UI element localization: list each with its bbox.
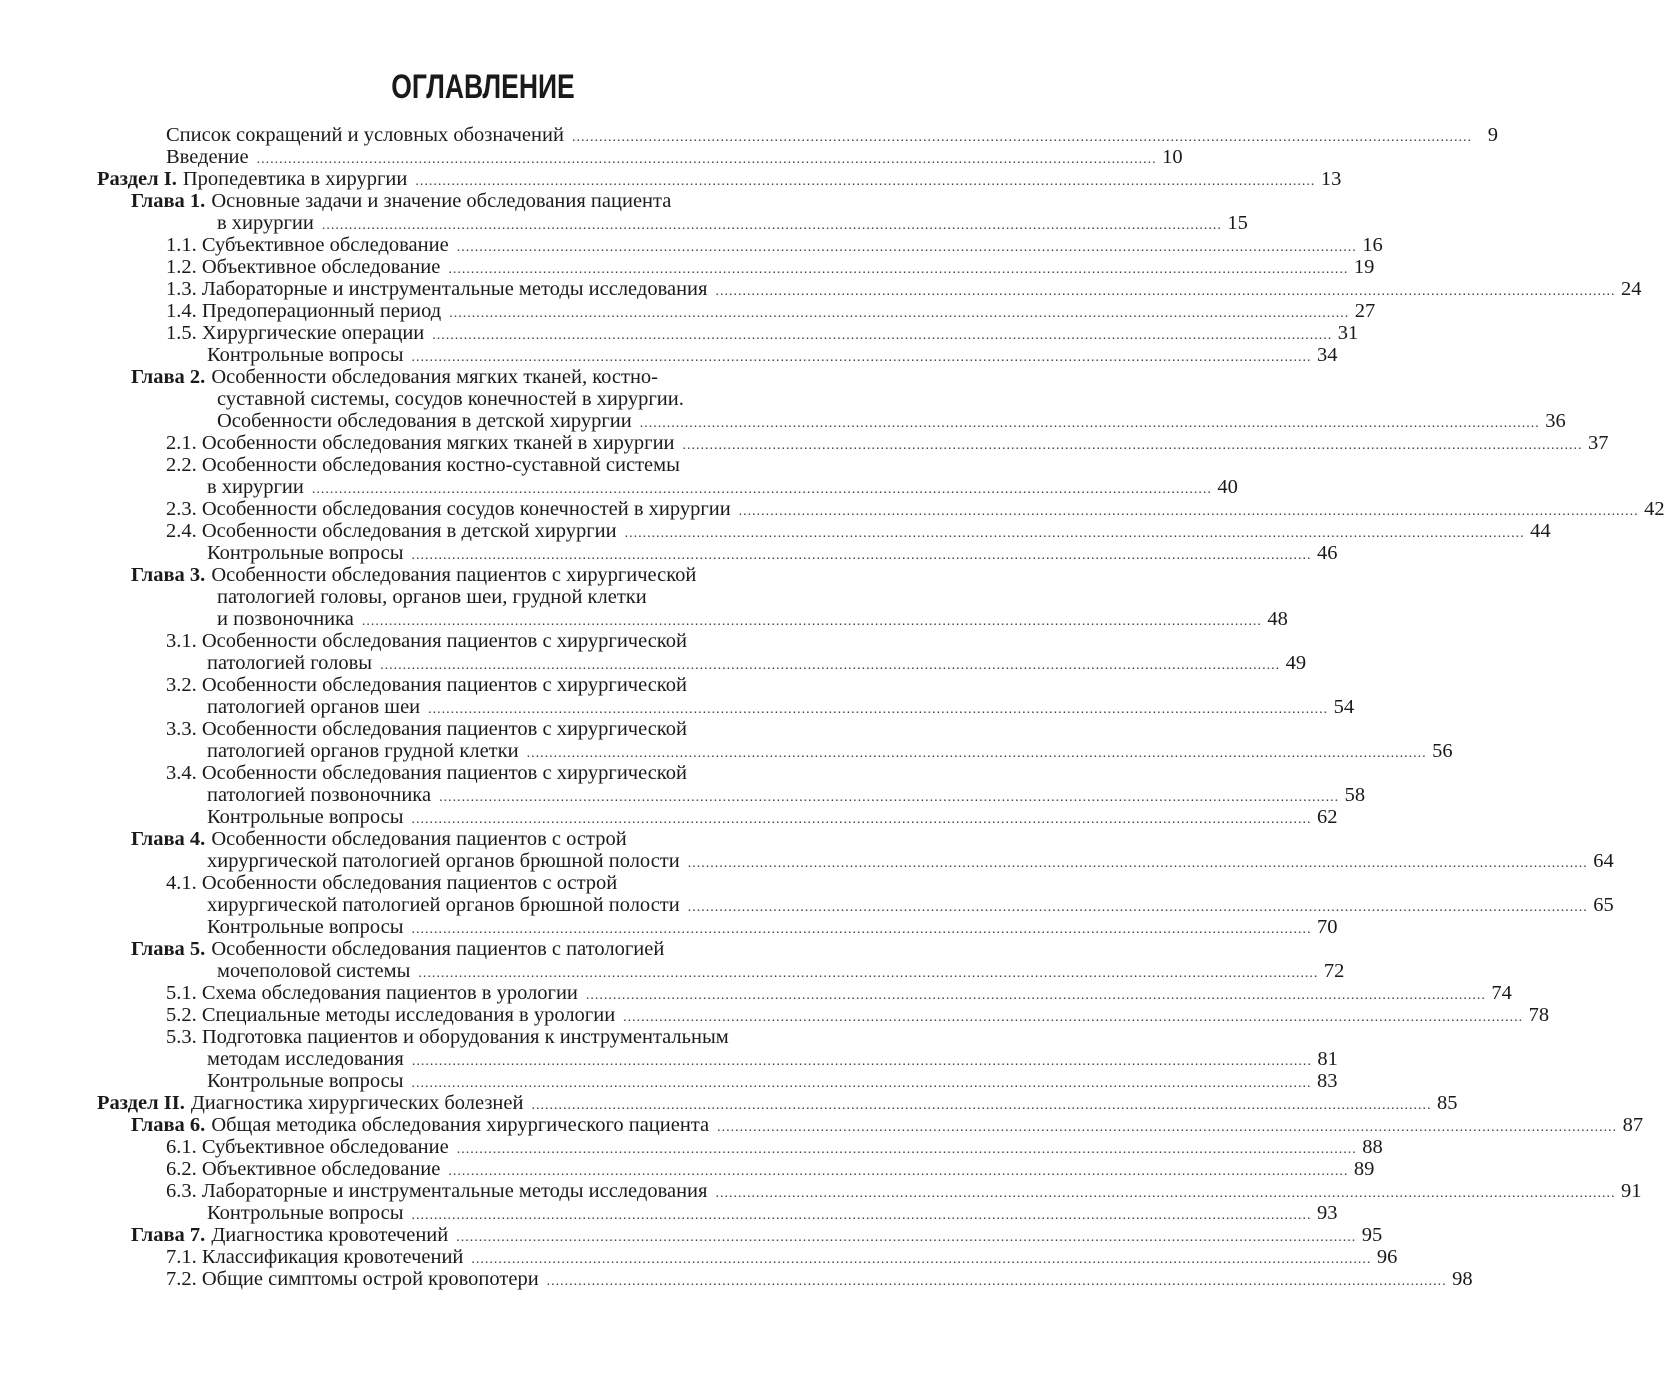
dot-leader: ........................................................................................................................................................................................................	[411, 1208, 1312, 1223]
dot-leader: ........................................................................................................................................................................................................	[571, 130, 1472, 145]
toc-entry-title: 7.1. Классификация кровотечений	[166, 1246, 464, 1268]
toc-entry	[131, 366, 868, 388]
dot-leader: ........................................................................................................................................................................................................	[411, 350, 1312, 365]
toc-entry	[166, 146, 1183, 168]
toc-entry-page: 15	[1227, 212, 1248, 234]
toc-entry-page: 88	[1362, 1136, 1383, 1158]
toc-entry-title: 2.2. Особенности обследования костно-суставной системы	[166, 454, 680, 476]
toc-entry-page: 40	[1217, 476, 1238, 498]
toc-entry	[166, 630, 868, 652]
toc-entry-title: Особенности обследования в детской хирургии	[217, 410, 632, 432]
toc-entry-page: 36	[1545, 410, 1566, 432]
toc-entry-title: в хирургии	[207, 476, 304, 498]
toc-entry-prefix: Раздел I.	[97, 168, 177, 190]
toc-entry	[207, 476, 1238, 498]
dot-leader: ........................................................................................................................................................................................................	[361, 614, 1262, 629]
toc-entry-page: 10	[1162, 146, 1183, 168]
toc-entry-title: хирургической патологией органов брюшной полости	[207, 894, 680, 916]
toc-entry-page: 89	[1353, 1158, 1375, 1180]
toc-entry-title: Общая методика обследования хирургического пациента	[211, 1114, 710, 1136]
toc-entry	[131, 190, 868, 212]
toc-entry-prefix: Глава 1.	[131, 190, 206, 212]
toc-entry-title: методам исследования	[207, 1048, 404, 1070]
toc-entry	[166, 454, 868, 476]
toc-entry-page: 72	[1323, 960, 1345, 982]
toc-entry	[217, 608, 1288, 630]
toc-entry-title: 7.2. Общие симптомы острой кровопотери	[166, 1268, 539, 1290]
toc-entry-prefix: Глава 3.	[131, 564, 206, 586]
toc-entry-page: 98	[1452, 1268, 1473, 1290]
toc-entry	[207, 740, 1453, 762]
toc-entry-page: 83	[1317, 1070, 1338, 1092]
dot-leader: ........................................................................................................................................................................................................	[256, 152, 1157, 167]
dot-leader: ........................................................................................................................................................................................................	[456, 1142, 1357, 1157]
toc-entry-title: 6.1. Субъективное обследование	[166, 1136, 449, 1158]
toc-entry	[166, 278, 1642, 300]
toc-entry	[166, 872, 868, 894]
dot-leader: ........................................................................................................................................................................................................	[717, 1120, 1618, 1135]
toc-entry	[166, 234, 1383, 256]
toc-entry-page: 42	[1644, 498, 1665, 520]
toc-entry	[166, 1246, 1398, 1268]
dot-leader: ........................................................................................................................................................................................................	[448, 1164, 1349, 1179]
toc-entry	[97, 168, 1342, 190]
dot-leader: ........................................................................................................................................................................................................	[715, 1186, 1616, 1201]
toc-entry-title: патологией позвоночника	[207, 784, 432, 806]
toc-entry-title: 1.5. Хирургические операции	[166, 322, 425, 344]
toc-entry	[166, 674, 868, 696]
toc-entry-page: 48	[1267, 608, 1288, 630]
dot-leader: ........................................................................................................................................................................................................	[526, 746, 1427, 761]
toc-entry-page: 54	[1333, 696, 1355, 718]
toc-entry	[207, 1048, 1338, 1070]
toc-entry	[166, 498, 1665, 520]
dot-leader: ........................................................................................................................................................................................................	[715, 284, 1616, 299]
toc-entry-page: 81	[1317, 1048, 1338, 1070]
toc-entry-title: Контрольные вопросы	[207, 542, 404, 564]
toc-entry-page: 58	[1344, 784, 1366, 806]
toc-entry	[217, 212, 1248, 234]
toc-entry-prefix: Глава 6.	[131, 1114, 206, 1136]
toc-entry	[166, 1180, 1642, 1202]
toc-entry-page: 78	[1528, 1004, 1550, 1026]
toc-entry-page: 24	[1620, 278, 1642, 300]
dot-leader: ........................................................................................................................................................................................................	[380, 658, 1281, 673]
dot-leader: ........................................................................................................................................................................................................	[418, 966, 1319, 981]
toc-entry-page: 91	[1620, 1180, 1642, 1202]
toc-entry-page: 65	[1593, 894, 1614, 916]
dot-leader: ........................................................................................................................................................................................................	[682, 438, 1583, 453]
toc-entry-title: патологией головы	[207, 652, 373, 674]
toc-entry	[97, 1092, 1458, 1114]
toc-entry-title: Особенности обследования пациентов с острой	[211, 828, 627, 850]
dot-leader: ........................................................................................................................................................................................................	[321, 218, 1222, 233]
toc-entry-page: 93	[1317, 1202, 1338, 1224]
dot-leader: ........................................................................................................................................................................................................	[411, 1076, 1312, 1091]
toc-entry-page: 74	[1491, 982, 1512, 1004]
toc-entry-title: хирургической патологией органов брюшной полости	[207, 850, 680, 872]
toc-entry-title: Особенности обследования пациентов с хирургической	[211, 564, 697, 586]
toc-entry-title: 2.4. Особенности обследования в детской хирургии	[166, 520, 617, 542]
toc-entry	[166, 432, 1609, 454]
toc-entry-page: 16	[1362, 234, 1383, 256]
dot-leader: ........................................................................................................................................................................................................	[456, 1230, 1357, 1245]
toc-entry-title: 5.1. Схема обследования пациентов в урологии	[166, 982, 578, 1004]
toc-entry-title: Контрольные вопросы	[207, 344, 404, 366]
toc-entry-page: 13	[1320, 168, 1342, 190]
dot-leader: ........................................................................................................................................................................................................	[687, 900, 1588, 915]
toc-entry-title: Особенности обследования мягких тканей, костно-	[211, 366, 658, 388]
dot-leader: ........................................................................................................................................................................................................	[311, 482, 1212, 497]
dot-leader: ........................................................................................................................................................................................................	[585, 988, 1486, 1003]
toc-entry-title: 5.2. Специальные методы исследования в урологии	[166, 1004, 616, 1026]
toc-entry-prefix: Глава 4.	[131, 828, 206, 850]
toc-entry-page: 95	[1361, 1224, 1383, 1246]
toc-entry	[207, 1202, 1338, 1224]
toc-entry-title: и позвоночника	[217, 608, 354, 630]
toc-entry-page: 64	[1593, 850, 1614, 872]
toc-entry	[166, 1268, 1473, 1290]
toc-entry-prefix: Глава 5.	[131, 938, 206, 960]
toc-entry	[166, 718, 868, 740]
toc-entry-page: 56	[1432, 740, 1453, 762]
toc-entry-title: 4.1. Особенности обследования пациентов с острой	[166, 872, 618, 894]
toc-entry-page: 34	[1317, 344, 1338, 366]
dot-leader: ........................................................................................................................................................................................................	[738, 504, 1639, 519]
toc-entry-title: патологией органов шеи	[207, 696, 421, 718]
toc-entry	[207, 344, 1338, 366]
toc-entry-title: 1.3. Лабораторные и инструментальные методы исследования	[166, 278, 708, 300]
toc-entry-page: 62	[1317, 806, 1338, 828]
toc-entry-title: Контрольные вопросы	[207, 1070, 404, 1092]
toc-entry-title: Введение	[166, 146, 249, 168]
dot-leader: ........................................................................................................................................................................................................	[449, 306, 1350, 321]
toc-entry-title: 1.1. Субъективное обследование	[166, 234, 449, 256]
toc-entry	[166, 322, 1359, 344]
toc-entry-page: 9	[1487, 124, 1498, 146]
toc-entry	[207, 1070, 1338, 1092]
toc-entry	[166, 256, 1375, 278]
dot-leader: ........................................................................................................................................................................................................	[428, 702, 1329, 717]
toc-entry-title: 6.2. Объективное обследование	[166, 1158, 441, 1180]
toc-entry-page: 37	[1588, 432, 1609, 454]
toc-entry-title: 3.4. Особенности обследования пациентов с хирургической	[166, 762, 687, 784]
toc-entry	[166, 124, 1498, 146]
dot-leader: ........................................................................................................................................................................................................	[687, 856, 1588, 871]
toc-entry	[207, 850, 1614, 872]
dot-leader: ........................................................................................................................................................................................................	[624, 526, 1525, 541]
toc-entry-page: 49	[1285, 652, 1307, 674]
toc-entry-title: в хирургии	[217, 212, 314, 234]
dot-leader: ........................................................................................................................................................................................................	[531, 1098, 1432, 1113]
toc-entry-page: 27	[1354, 300, 1376, 322]
toc-entry-title: 3.3. Особенности обследования пациентов с хирургической	[166, 718, 687, 740]
toc-entry-page: 46	[1317, 542, 1338, 564]
toc-entry-title: Особенности обследования пациентов с патологией	[211, 938, 665, 960]
toc-entry	[207, 652, 1307, 674]
toc-entry-title: Контрольные вопросы	[207, 916, 404, 938]
toc-entry-title: патологией органов грудной клетки	[207, 740, 519, 762]
toc-entry-prefix: Глава 7.	[131, 1224, 206, 1246]
toc-entry-title: мочеполовой системы	[217, 960, 411, 982]
toc-entry-title: Пропедевтика в хирургии	[182, 168, 408, 190]
dot-leader: ........................................................................................................................................................................................................	[639, 416, 1540, 431]
toc-entry	[166, 1004, 1550, 1026]
toc-entry	[207, 542, 1338, 564]
dot-leader: ........................................................................................................................................................................................................	[448, 262, 1349, 277]
dot-leader: ........................................................................................................................................................................................................	[439, 790, 1340, 805]
toc-entry-title: Список сокращений и условных обозначений	[166, 124, 564, 146]
toc-entry-prefix: Раздел II.	[97, 1092, 185, 1114]
toc-entry-title: 2.3. Особенности обследования сосудов конечностей в хирургии	[166, 498, 731, 520]
toc-entry	[131, 1114, 1644, 1136]
dot-leader: ........................................................................................................................................................................................................	[432, 328, 1333, 343]
toc-entry-page: 85	[1436, 1092, 1458, 1114]
toc-entry	[166, 1158, 1375, 1180]
dot-leader: ........................................................................................................................................................................................................	[415, 174, 1316, 189]
toc-entry	[166, 982, 1512, 1004]
toc-entry	[131, 828, 868, 850]
toc-entry	[131, 564, 868, 586]
toc-entry-page: 44	[1530, 520, 1551, 542]
toc-entry	[166, 762, 868, 784]
dot-leader: ........................................................................................................................................................................................................	[623, 1010, 1524, 1025]
toc-entry	[166, 1136, 1383, 1158]
toc-entry-page: 31	[1337, 322, 1359, 344]
toc-entry	[166, 1026, 868, 1048]
toc-entry-page: 19	[1353, 256, 1375, 278]
toc-entry-title: суставной системы, сосудов конечностей в хирургии.	[217, 388, 684, 410]
toc-entry-title: Диагностика кровотечений	[211, 1224, 449, 1246]
dot-leader: ........................................................................................................................................................................................................	[456, 240, 1357, 255]
toc-entry-title: 5.3. Подготовка пациентов и оборудования к инструментальным	[166, 1026, 729, 1048]
toc-entry-page: 96	[1376, 1246, 1398, 1268]
dot-leader: ........................................................................................................................................................................................................	[411, 1054, 1312, 1069]
toc-entry	[217, 960, 1345, 982]
toc-entry-title: Диагностика хирургических болезней	[190, 1092, 524, 1114]
toc-entry-title: 3.2. Особенности обследования пациентов с хирургической	[166, 674, 687, 696]
toc-entry	[166, 520, 1551, 542]
toc-entry-title: 2.1. Особенности обследования мягких тканей в хирургии	[166, 432, 675, 454]
toc-entry	[217, 410, 1566, 432]
toc-entry-prefix: Глава 2.	[131, 366, 206, 388]
toc-entry	[131, 1224, 1383, 1246]
toc-entry-title: Контрольные вопросы	[207, 806, 404, 828]
page-title: ОГЛАВЛЕНИЕ	[391, 68, 575, 106]
toc-entry	[166, 300, 1376, 322]
toc-entry-title: Основные задачи и значение обследования пациента	[211, 190, 672, 212]
toc-entry	[207, 916, 1338, 938]
toc-entry	[217, 388, 868, 410]
toc-entry-title: патологией головы, органов шеи, грудной клетки	[217, 586, 647, 608]
toc-entry	[207, 784, 1366, 806]
dot-leader: ........................................................................................................................................................................................................	[411, 812, 1312, 827]
toc-entry	[207, 806, 1338, 828]
toc-entry-title: 1.2. Объективное обследование	[166, 256, 441, 278]
toc-entry	[131, 938, 868, 960]
toc-entry-title: Контрольные вопросы	[207, 1202, 404, 1224]
toc-entry-page: 87	[1622, 1114, 1644, 1136]
dot-leader: ........................................................................................................................................................................................................	[411, 548, 1312, 563]
dot-leader: ........................................................................................................................................................................................................	[471, 1252, 1372, 1267]
toc-entry	[207, 894, 1614, 916]
dot-leader: ........................................................................................................................................................................................................	[411, 922, 1312, 937]
toc-entry-title: 3.1. Особенности обследования пациентов с хирургической	[166, 630, 687, 652]
toc-entry-page: 70	[1317, 916, 1338, 938]
toc-entry-title: 6.3. Лабораторные и инструментальные методы исследования	[166, 1180, 708, 1202]
toc-entry	[207, 696, 1355, 718]
toc-entry	[217, 586, 868, 608]
dot-leader: ........................................................................................................................................................................................................	[546, 1274, 1447, 1289]
toc-entry-title: 1.4. Предоперационный период	[166, 300, 442, 322]
